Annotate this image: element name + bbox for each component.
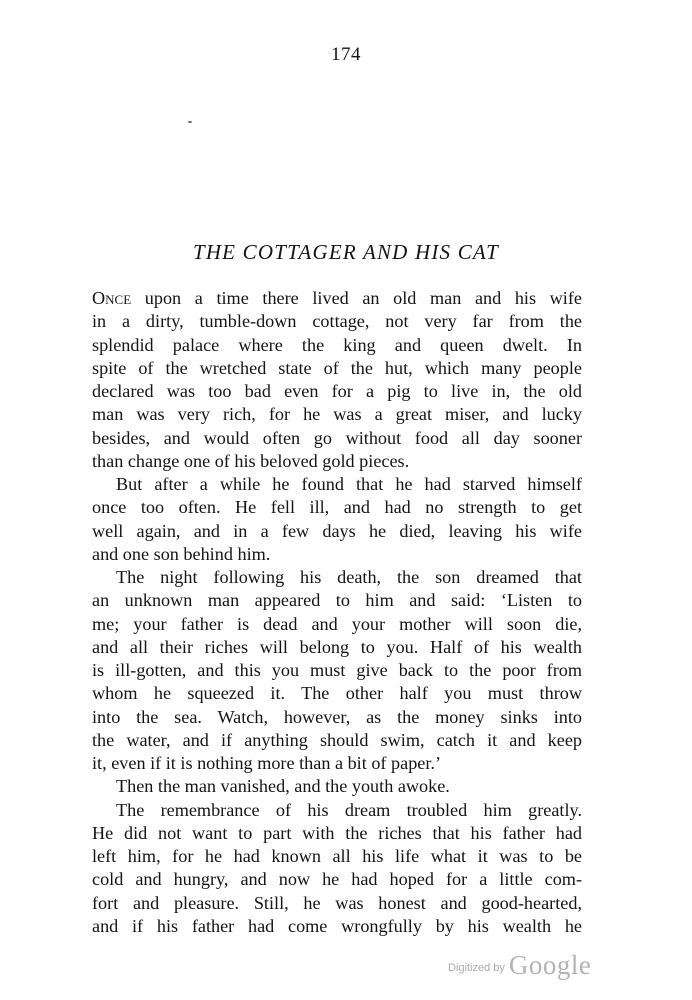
text-line: an unknown man appeared to him and said: ‘Listen to [92, 590, 582, 611]
text-line: than change one of his beloved gold pieces. [92, 450, 410, 471]
opening-word: Once [92, 288, 132, 308]
digitized-watermark [448, 950, 591, 981]
text-line: The night following his death, the son dreamed that [116, 567, 582, 587]
text-line: But after a while he found that he had starved himself [116, 474, 582, 494]
text-line: once too often. He fell ill, and had no strength to get [92, 497, 582, 518]
text-line: whom he squeezed it. The other half you must throw [92, 683, 582, 704]
google-logo: Google [508, 950, 592, 980]
text-line: He did not want to part with the riches that his father had [92, 822, 582, 843]
text-line: Once upon a time there lived an old man and his wife [92, 288, 582, 308]
text-line: it, even if it is nothing more than a bit of paper.’ [92, 753, 442, 773]
text-line: in a dirty, tumble-down cottage, not very far from the [92, 311, 582, 332]
print-speck [188, 121, 192, 123]
text-line: and if his father had come wrongfully by his wealth he [92, 915, 582, 936]
text-line: is ill-gotten, and this you must give back to the poor from [92, 660, 582, 680]
text-line: spite of the wretched state of the hut, which many people [92, 357, 582, 378]
text-line: the water, and if anything should swim, catch it and keep [92, 729, 582, 750]
text-line: into the sea. Watch, however, as the money sinks into [92, 706, 582, 727]
text-line: left him, for he had known all his life what it was to be [92, 846, 582, 866]
text-line: declared was too bad even for a pig to live in, the old [92, 381, 582, 401]
text-line: well again, and in a few days he died, leaving his wife [92, 520, 582, 541]
text-line: man was very rich, for he was a great miser, and lucky [92, 404, 582, 425]
body-text [92, 287, 582, 938]
text-line: besides, and would often go without food all day sooner [92, 427, 582, 448]
text-line: me; your father is dead and your mother will soon die, [92, 613, 582, 634]
text-line: Then the man vanished, and the youth awoke. [116, 776, 450, 797]
text-line: fort and pleasure. Still, he was honest and good-hearted, [92, 892, 582, 913]
text-line: cold and hungry, and now he had hoped for a little com- [92, 869, 582, 890]
text-line: splendid palace where the king and queen dwelt. In [92, 334, 582, 355]
text-line: and all their riches will belong to you. Half of his wealth [92, 636, 582, 657]
text-line: and one son behind him. [92, 543, 271, 564]
watermark-prefix: Digitized by [448, 962, 505, 974]
page-number: 174 [331, 44, 361, 65]
chapter-title: THE COTTAGER AND HIS CAT [192, 240, 500, 264]
text-line: The remembrance of his dream troubled him greatly. [116, 799, 582, 820]
